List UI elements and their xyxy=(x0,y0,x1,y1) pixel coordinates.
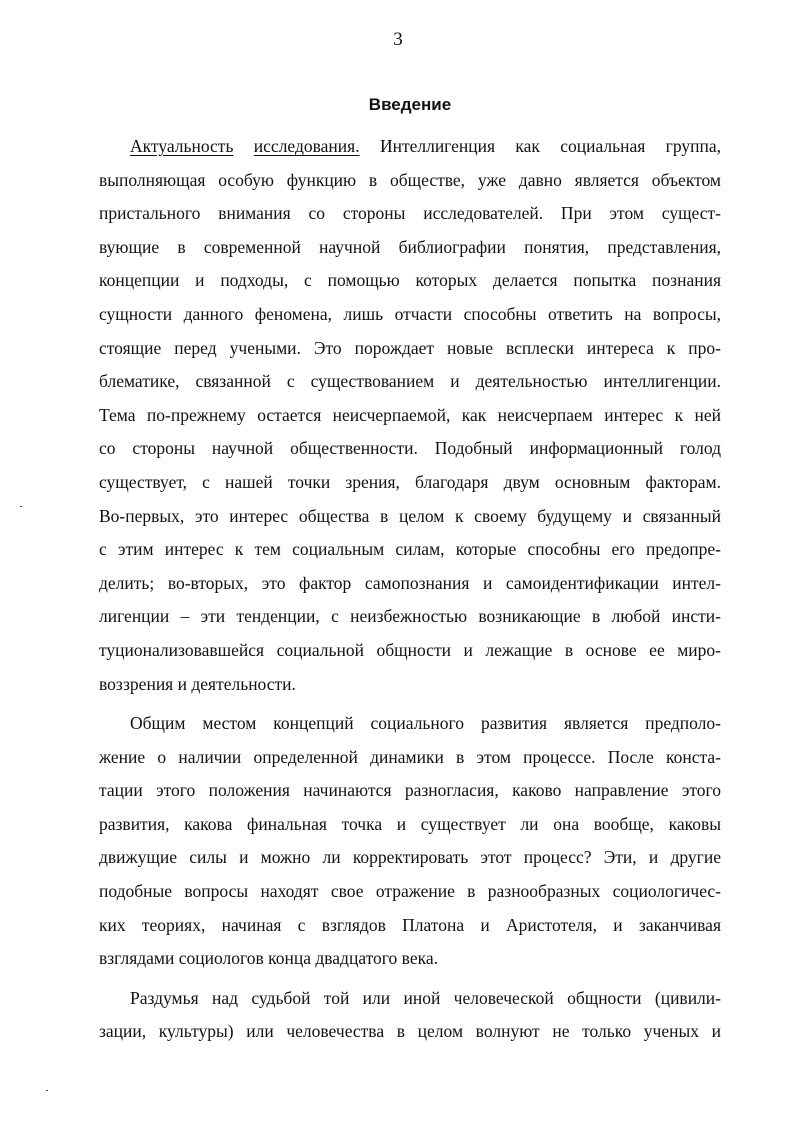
paragraph-line xyxy=(99,130,721,164)
paragraph-line: делить; во-вторых, это фактор самопознания и самоидентификации интел- xyxy=(99,572,721,593)
scan-speck xyxy=(46,1090,48,1091)
paragraph-line: зации, культуры) или человечества в целом волнуют не только ученых и xyxy=(99,1021,721,1042)
paragraph-line: Во-первых, это интерес общества в целом к своему будущему и связанный xyxy=(99,505,721,526)
paragraph-line: существует, с нашей точки зрения, благодаря двум основным факторам. xyxy=(99,471,721,492)
paragraph-line: сущности данного феномена, лишь отчасти способны ответить на вопросы, xyxy=(99,303,721,324)
paragraph-line: концепции и подходы, с помощью которых делается попытка познания xyxy=(99,270,721,291)
paragraph-line: туционализовавшейся социальной общности и лежащие в основе ее миро- xyxy=(99,639,721,660)
paragraph-line: вующие в современной научной библиографии понятия, представления, xyxy=(99,236,721,257)
underlined-phrase: исследования. xyxy=(253,136,360,156)
paragraph-line: тации этого положения начинаются разногласия, каково направление этого xyxy=(99,780,721,801)
paragraph-line: жение о наличии определенной динамики в этом процессе. После конста- xyxy=(99,746,721,767)
paragraph-line: ких теориях, начиная с взглядов Платона и Аристотеля, и заканчивая xyxy=(99,914,721,935)
paragraph-line: движущие силы и можно ли корректировать этот процесс? Эти, и другие xyxy=(99,847,721,868)
paragraph-line: лигенции – эти тенденции, с неизбежностью возникающие в любой инсти- xyxy=(99,606,721,627)
paragraph-line: воззрения и деятельности. xyxy=(99,673,296,694)
paragraph-line: взглядами социологов конца двадцатого века. xyxy=(99,948,438,969)
paragraph-line: подобные вопросы находят свое отражение в разнообразных социологичес- xyxy=(99,881,721,902)
paragraph-line: Тема по-прежнему остается неисчерпаемой, как неисчерпаем интерес к ней xyxy=(99,404,721,425)
paragraph-line: развития, какова финальная точка и существует ли она вообще, каковы xyxy=(99,813,721,834)
paragraph-text: Интеллигенция как социальная группа, xyxy=(379,136,722,156)
paragraph-line: Раздумья над судьбой той или иной человеческой общности (цивили- xyxy=(130,987,721,1008)
underlined-phrase: Актуальность xyxy=(130,136,234,156)
paragraph-line: Общим местом концепций социального развития является предполо- xyxy=(130,713,721,734)
paragraph-line: пристального внимания со стороны исследователей. При этом сущест- xyxy=(99,203,721,224)
page-title: Введение xyxy=(368,95,452,114)
paragraph-line: стоящие перед учеными. Это порождает новые всплески интереса к про- xyxy=(99,337,721,358)
page-number: 3 xyxy=(393,29,403,50)
paragraph-line: с этим интерес к тем социальным силам, которые способны его предопре- xyxy=(99,539,721,560)
scan-speck xyxy=(20,506,22,507)
paragraph-line: блематике, связанной с существованием и деятельностью интеллигенции. xyxy=(99,371,721,392)
paragraph-line: со стороны научной общественности. Подобный информационный голод xyxy=(99,438,721,459)
paragraph-line: выполняющая особую функцию в обществе, уже давно является объектом xyxy=(99,169,721,190)
document-body xyxy=(99,130,721,1049)
